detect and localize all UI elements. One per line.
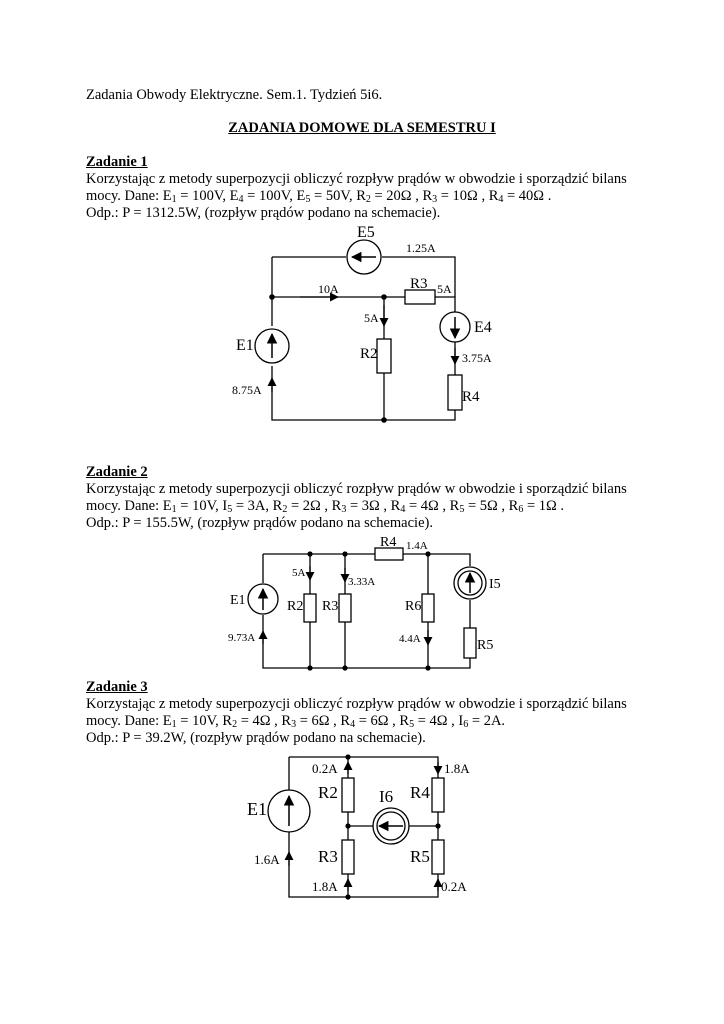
current-r2-c3: 0.2A	[312, 761, 338, 776]
resistor-r3-c2	[339, 594, 351, 622]
label-r5-c2: R5	[477, 638, 494, 653]
resistor-r3	[405, 290, 435, 304]
resistor-r5-c2	[464, 628, 476, 658]
current-e5: 1.25A	[406, 241, 436, 255]
label-r2: R2	[360, 346, 378, 362]
circuit-3	[247, 754, 470, 899]
label-r4-c2: R4	[380, 535, 397, 550]
document-header: Zadania Obwody Elektryczne. Sem.1. Tydzień 5i6.	[86, 87, 383, 103]
resistor-r2-c3	[342, 778, 354, 812]
current-r3-c3: 1.8A	[312, 879, 338, 894]
label-r3-c3: R3	[318, 847, 338, 866]
task3-text-line1: Korzystając z metody superpozycji obliczyć rozpływ prądów w obwodzie i sporządzić bilans	[86, 696, 627, 712]
current-r4-c2: 1.4A	[406, 540, 428, 552]
task2-answer: Odp.: P = 155.5W, (rozpływ prądów podano na schemacie).	[86, 515, 433, 531]
resistor-r4	[448, 375, 462, 410]
task2-heading: Zadanie 2	[86, 464, 148, 480]
label-i5: I5	[489, 577, 501, 592]
resistor-r4-c3	[432, 778, 444, 812]
current-e1-c3: 1.6A	[254, 852, 280, 867]
label-e1-c3: E1	[247, 799, 267, 819]
label-e1: E1	[236, 337, 254, 354]
current-r3: 5A	[437, 282, 452, 296]
resistor-r3-c3	[342, 840, 354, 874]
resistor-r2	[377, 339, 391, 373]
label-e5: E5	[357, 224, 375, 241]
label-r5-c3: R5	[410, 847, 430, 866]
circuit-2	[228, 535, 501, 671]
task3-given-prefix: mocy. Dane:	[86, 713, 160, 729]
current-e1-c2: 9.73A	[228, 632, 256, 644]
task3-answer: Odp.: P = 39.2W, (rozpływ prądów podano na schemacie).	[86, 730, 426, 746]
resistor-r5-c3	[432, 840, 444, 874]
task1-text-line1: Korzystając z metody superpozycji obliczyć rozpływ prądów w obwodzie i sporządzić bilans	[86, 171, 627, 187]
current-r2-c2: 5A	[292, 567, 306, 579]
current-r2: 5A	[364, 311, 379, 325]
current-r3-c2: 3.33A	[348, 576, 376, 588]
current-top: 10A	[318, 282, 339, 296]
current-e4: 3.75A	[462, 351, 492, 365]
task2-text-line1: Korzystając z metody superpozycji obliczyć rozpływ prądów w obwodzie i sporządzić bilans	[86, 481, 627, 497]
current-r4-c3: 1.8A	[444, 761, 470, 776]
current-r5-c3: 0.2A	[441, 879, 467, 894]
document-title: ZADANIA DOMOWE DLA SEMESTRU I	[228, 120, 496, 136]
task3-text-line2: mocy. Dane: $E_1 = 10V$, $R_2 = 4\Omega$ , $R_3 = 6\Omega$ , $R_4 = 6\Omega$ , $R_5 = 4\Omega$ , $I_6 = 2A$.	[86, 713, 506, 730]
current-r6-c2: 4.4A	[399, 633, 421, 645]
resistor-r6-c2	[422, 594, 434, 622]
label-r2-c3: R2	[318, 783, 338, 802]
task3-heading: Zadanie 3	[86, 679, 148, 695]
label-r6-c2: R6	[405, 599, 422, 614]
label-r2-c2: R2	[287, 599, 304, 614]
current-e1: 8.75A	[232, 383, 262, 397]
task2-text-line2: mocy. Dane: $E_1 = 10V$, $I_5 = 3A$, $R_2 = 2\Omega$ , $R_3 = 3\Omega$ , $R_4 = 4\Omega$ , $R_5 = 5\Omega$ , $R_6 = 1\Omega$ .	[86, 498, 565, 515]
circuit-1	[232, 224, 492, 423]
task1-text-line2: mocy. Dane: $E_1 = 100V$, $E_4 = 100V$, $E_5 = 50V$, $R_2 = 20\Omega$ , $R_3 = 10\Omega$ , $R_4 = 40\Omega$ .	[86, 188, 552, 205]
label-r3: R3	[410, 276, 428, 292]
label-e1-c2: E1	[230, 593, 246, 608]
label-r4-c3: R4	[410, 783, 430, 802]
resistor-r2-c2	[304, 594, 316, 622]
task2-given-prefix: mocy. Dane:	[86, 498, 160, 514]
task1-answer: Odp.: P = 1312.5W, (rozpływ prądów podano na schemacie).	[86, 205, 441, 221]
task1-given-prefix: mocy. Dane:	[86, 188, 160, 204]
label-r3-c2: R3	[322, 599, 339, 614]
label-r4: R4	[462, 389, 480, 405]
label-e4: E4	[474, 319, 492, 336]
task1-heading: Zadanie 1	[86, 154, 148, 170]
label-i6: I6	[379, 787, 394, 806]
